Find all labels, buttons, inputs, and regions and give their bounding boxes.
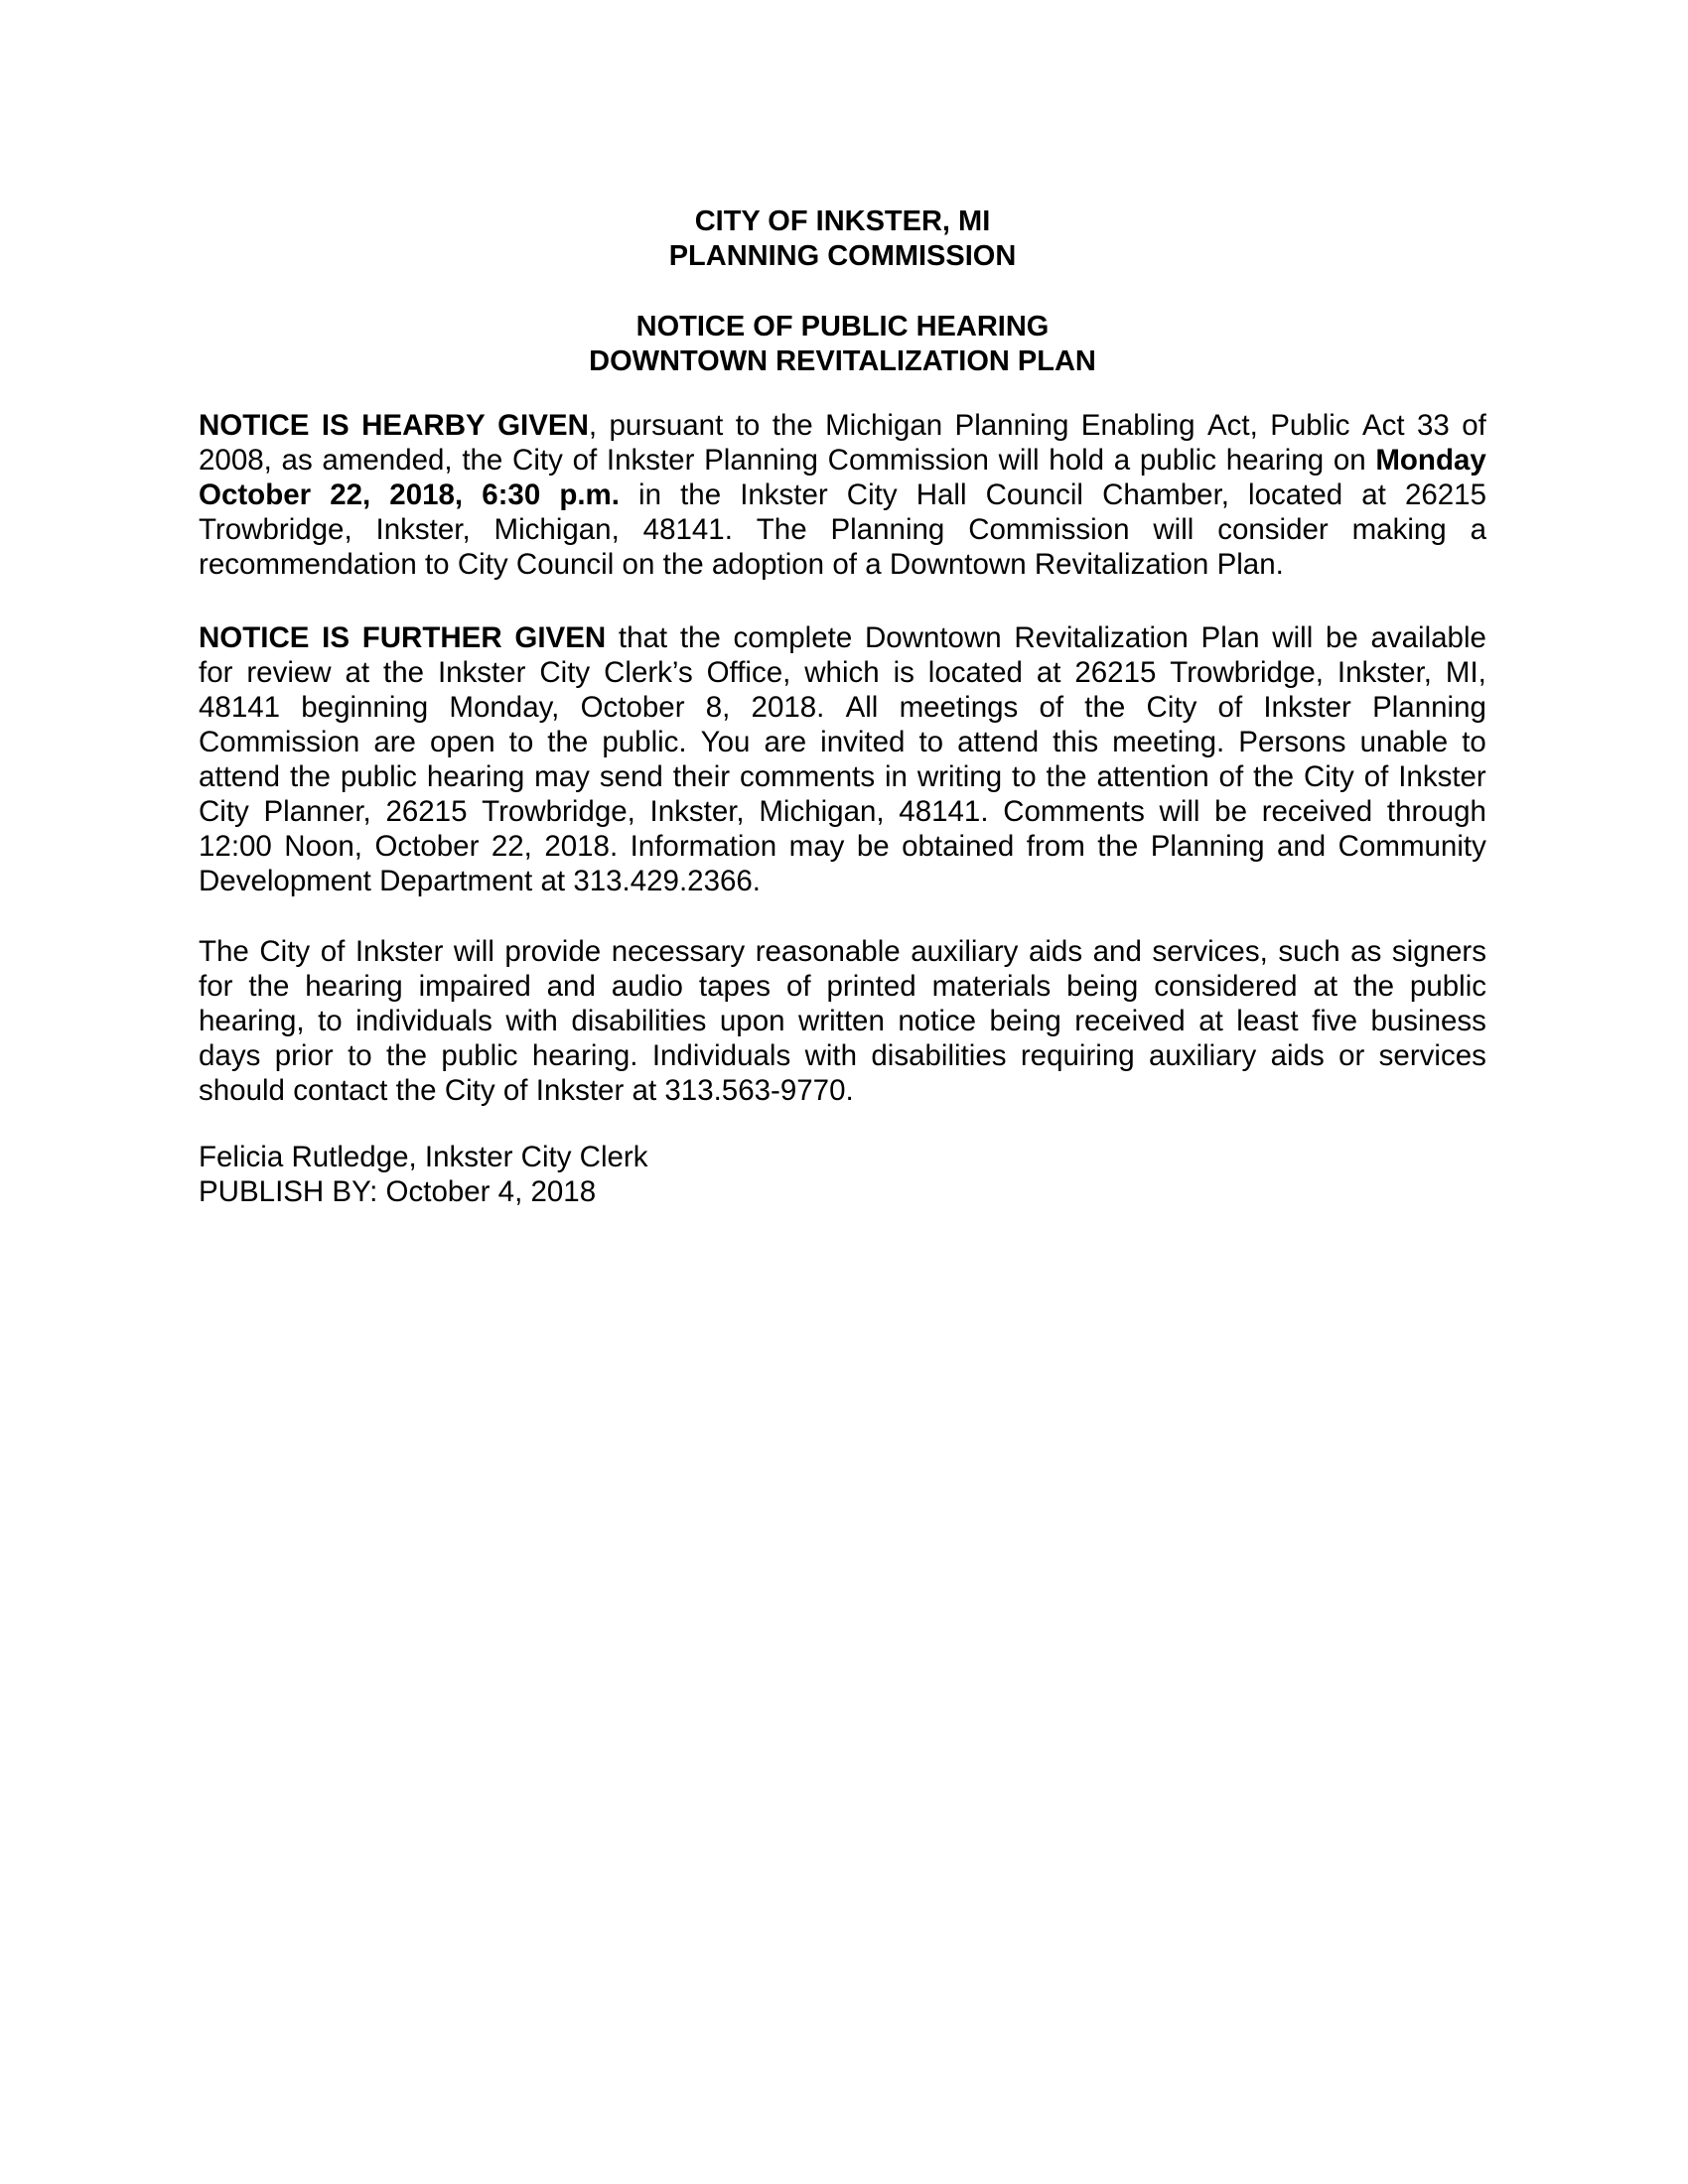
word: City: [846, 478, 898, 511]
word: attention: [1096, 760, 1209, 793]
word: making: [1351, 513, 1447, 546]
word: the: [248, 970, 290, 1003]
word: the: [680, 478, 722, 511]
word: may: [534, 760, 590, 793]
word: of: [320, 935, 346, 968]
word: at: [1313, 970, 1338, 1003]
word: Planning: [954, 409, 1069, 442]
word: hearing: [305, 970, 403, 1003]
word: of: [832, 548, 857, 581]
word: for: [199, 970, 233, 1003]
word: the: [1084, 691, 1126, 724]
word: 12:00: [199, 830, 272, 863]
word: City: [512, 444, 563, 477]
word: writing: [916, 760, 1003, 793]
word: 33: [1416, 409, 1450, 442]
word: Michigan,: [759, 795, 885, 828]
word: reasonable: [755, 935, 901, 968]
publish-date: PUBLISH BY: October 4, 2018: [199, 1175, 597, 1208]
word: will: [998, 444, 1040, 477]
paragraph-line: [199, 655, 1486, 690]
paragraph-further-notice: [199, 620, 1486, 898]
word: tapes: [698, 970, 772, 1003]
word: invited: [820, 726, 906, 758]
word: notice: [898, 1005, 977, 1037]
word: received: [1074, 1005, 1186, 1037]
word: written: [797, 1005, 885, 1037]
city-name-heading: CITY OF INKSTER, MI: [694, 205, 991, 237]
word: Monday: [1375, 444, 1486, 477]
word: 8,: [705, 691, 731, 724]
word: to: [348, 1039, 372, 1072]
word: 26215: [1074, 656, 1157, 689]
word: Act: [1361, 409, 1405, 442]
word: GIVEN,: [497, 409, 598, 442]
word: unable: [1359, 726, 1449, 758]
word: prior: [274, 1039, 334, 1072]
word: October: [199, 478, 312, 511]
word: 2008,: [199, 444, 272, 477]
word: a: [1470, 513, 1486, 546]
word: City: [199, 795, 249, 828]
word: Council: [515, 548, 615, 581]
paragraph-line: [199, 969, 1486, 1004]
commission-heading: PLANNING COMMISSION: [668, 240, 1017, 272]
word: Information: [630, 830, 777, 863]
word: and: [1092, 935, 1142, 968]
word: Planning: [1150, 830, 1265, 863]
word: the: [462, 444, 503, 477]
paragraph-line: [199, 1004, 1486, 1038]
word: the: [547, 726, 589, 758]
word: Revitalization: [1034, 548, 1209, 581]
word: Monday,: [449, 691, 560, 724]
word: 26215: [385, 795, 468, 828]
word: provide: [504, 935, 602, 968]
word: the: [1097, 830, 1139, 863]
word: public: [441, 1039, 518, 1072]
word: recommendation: [199, 548, 417, 581]
word: may: [788, 830, 845, 863]
word: October: [374, 830, 480, 863]
word: Council: [985, 478, 1083, 511]
paragraph-line: [199, 547, 1486, 582]
word: the: [679, 621, 721, 654]
word: and: [546, 970, 596, 1003]
paragraph-hearing-notice: [199, 408, 1486, 582]
word: Trowbridge,: [199, 513, 352, 546]
word: being: [989, 1005, 1061, 1037]
word: Inkster: [606, 444, 695, 477]
word: will: [453, 935, 494, 968]
word: Planning: [1372, 691, 1486, 724]
word: The: [756, 513, 807, 546]
word: on: [1333, 444, 1366, 477]
word: aids: [1028, 935, 1083, 968]
word: Commission: [968, 513, 1130, 546]
word: Persons: [1238, 726, 1346, 758]
word: the: [662, 548, 704, 581]
word: are: [373, 726, 416, 758]
word: as: [1350, 935, 1382, 968]
word: GIVEN: [514, 621, 607, 654]
word: to: [1462, 726, 1486, 758]
word: a: [865, 548, 882, 581]
word: business: [1370, 1005, 1486, 1037]
word: such: [1278, 935, 1340, 968]
word: of: [502, 1074, 528, 1107]
word: the: [386, 1039, 428, 1072]
word: for: [199, 656, 233, 689]
word: City: [1303, 760, 1354, 793]
word: aids: [1270, 1039, 1325, 1072]
paragraph-line: [199, 934, 1486, 969]
word: hearing: [1225, 444, 1325, 477]
word: services: [1378, 1039, 1486, 1072]
word: Revitalization: [1014, 621, 1189, 654]
word: Community: [1337, 830, 1486, 863]
word: to: [424, 548, 450, 581]
word: 26215: [1404, 478, 1486, 511]
word: available: [1370, 621, 1486, 654]
paragraph-accessibility-notice: [199, 934, 1486, 1108]
word: Michigan,: [493, 513, 620, 546]
word: the: [383, 656, 425, 689]
word: or: [1338, 1039, 1365, 1072]
word: at: [1361, 478, 1386, 511]
word: You: [700, 726, 751, 758]
word: Michigan: [825, 409, 943, 442]
word: disabilities: [871, 1039, 1007, 1072]
word: 22,: [330, 478, 371, 511]
word: at: [1036, 656, 1061, 689]
word: open: [429, 726, 495, 758]
word: HEARBY: [361, 409, 486, 442]
word: Enabling: [1080, 409, 1196, 442]
word: 48141.: [899, 795, 989, 828]
word: that: [618, 621, 668, 654]
word: Inkster: [1263, 691, 1351, 724]
word: are: [764, 726, 807, 758]
word: which: [804, 656, 880, 689]
word: materials: [931, 970, 1052, 1003]
word: public: [1409, 970, 1486, 1003]
word: of: [572, 444, 598, 477]
word: All: [845, 691, 879, 724]
word: as: [281, 444, 313, 477]
word: 313.563-9770.: [664, 1074, 854, 1107]
document-header: [199, 205, 1486, 274]
word: 313.429.2366.: [573, 865, 761, 897]
word: located: [927, 656, 1023, 689]
word: at: [345, 656, 370, 689]
word: Noon,: [284, 830, 363, 863]
word: auxiliary: [1149, 1039, 1257, 1072]
word: attend: [199, 760, 281, 793]
word: of: [785, 970, 811, 1003]
word: audio: [611, 970, 683, 1003]
word: days: [199, 1039, 261, 1072]
word: send: [599, 760, 663, 793]
word: Inkster,: [1336, 656, 1432, 689]
word: meetings: [899, 691, 1019, 724]
word: located: [1248, 478, 1343, 511]
word: will: [1159, 795, 1200, 828]
word: will: [1153, 513, 1195, 546]
word: least: [1236, 1005, 1299, 1037]
word: City: [539, 656, 591, 689]
word: upon: [719, 1005, 785, 1037]
word: be: [856, 830, 890, 863]
word: beginning: [301, 691, 429, 724]
paragraph-line: [199, 864, 1486, 898]
word: their: [672, 760, 731, 793]
paragraph-line: [199, 408, 1486, 443]
word: individuals: [355, 1005, 492, 1037]
word: to: [318, 1005, 343, 1037]
word: NOTICE: [199, 621, 310, 654]
paragraph-line: [199, 620, 1486, 655]
paragraph-line: [199, 1073, 1486, 1108]
word: Hall: [915, 478, 967, 511]
word: the: [1253, 760, 1295, 793]
word: Downtown: [864, 621, 1002, 654]
word: with: [804, 1039, 858, 1072]
paragraph-line: [199, 829, 1486, 864]
word: adoption: [711, 548, 825, 581]
word: at: [632, 1074, 657, 1107]
word: to: [508, 726, 534, 758]
word: of: [1363, 760, 1389, 793]
word: impaired: [418, 970, 531, 1003]
paragraph-line: [199, 1038, 1486, 1073]
word: comments: [740, 760, 876, 793]
word: Planning: [704, 444, 818, 477]
word: Inkster: [437, 656, 526, 689]
word: Inkster,: [649, 795, 745, 828]
word: considered: [1154, 970, 1298, 1003]
word: received: [1261, 795, 1373, 828]
paragraph-line: [199, 725, 1486, 759]
word: review: [246, 656, 332, 689]
word: 2018.: [751, 691, 825, 724]
word: City: [444, 1074, 495, 1107]
word: to: [918, 726, 944, 758]
signature-block: [199, 1140, 1486, 1209]
word: Department: [379, 865, 533, 897]
word: hold: [1049, 444, 1105, 477]
word: five: [1312, 1005, 1357, 1037]
word: signers: [1391, 935, 1486, 968]
word: in: [884, 760, 908, 793]
word: amended,: [322, 444, 453, 477]
word: p.m.: [559, 478, 620, 511]
word: services,: [1152, 935, 1268, 968]
word: from: [1026, 830, 1085, 863]
word: will: [1272, 621, 1314, 654]
word: meeting.: [1112, 726, 1225, 758]
paragraph-line: [199, 759, 1486, 794]
word: Chamber,: [1102, 478, 1229, 511]
word: IS: [322, 621, 351, 654]
word: Inkster,: [375, 513, 471, 546]
word: Trowbridge,: [482, 795, 635, 828]
paragraph-line: [199, 690, 1486, 725]
word: requiring: [1020, 1039, 1135, 1072]
word: hearing,: [199, 1005, 305, 1037]
paragraph-line: [199, 443, 1486, 478]
paragraph-line: [199, 794, 1486, 829]
word: disabilities: [571, 1005, 707, 1037]
word: City: [259, 935, 311, 968]
word: be: [1325, 621, 1358, 654]
word: this: [1053, 726, 1099, 758]
word: be: [1214, 795, 1247, 828]
word: the: [395, 1074, 437, 1107]
word: the: [1353, 970, 1395, 1003]
word: 6:30: [482, 478, 541, 511]
word: of: [1218, 760, 1244, 793]
word: Trowbridge,: [1170, 656, 1324, 689]
word: public: [1139, 444, 1216, 477]
word: Public: [1270, 409, 1350, 442]
word: NOTICE: [199, 409, 310, 442]
word: Act,: [1206, 409, 1258, 442]
word: necessary: [611, 935, 746, 968]
word: on: [622, 548, 655, 581]
word: City: [1146, 691, 1197, 724]
word: hearing.: [531, 1039, 638, 1072]
word: through: [1386, 795, 1486, 828]
word: complete: [733, 621, 853, 654]
word: IS: [321, 409, 350, 442]
word: FURTHER: [361, 621, 502, 654]
paragraph-line: [199, 512, 1486, 547]
word: of: [1462, 409, 1486, 442]
word: Inkster: [1398, 760, 1486, 793]
word: of: [1039, 691, 1064, 724]
word: the: [289, 760, 331, 793]
word: Inkster: [354, 935, 444, 968]
word: 2018.: [544, 830, 619, 863]
word: and: [1276, 830, 1327, 863]
word: Plan.: [1216, 548, 1284, 581]
word: 48141: [199, 691, 281, 724]
word: a: [1113, 444, 1131, 477]
word: Planning: [830, 513, 945, 546]
word: is: [893, 656, 914, 689]
word: being: [1066, 970, 1139, 1003]
word: in: [638, 478, 662, 511]
word: pursuant: [609, 409, 724, 442]
word: at: [540, 865, 566, 897]
word: MI,: [1445, 656, 1486, 689]
word: Clerk’s: [604, 656, 693, 689]
notice-title-block: [199, 310, 1486, 379]
word: auxiliary: [911, 935, 1019, 968]
word: contact: [293, 1074, 388, 1107]
word: Planner,: [263, 795, 371, 828]
clerk-signature: Felicia Rutledge, Inkster City Clerk: [199, 1141, 648, 1173]
word: Commission: [199, 726, 360, 758]
word: 22,: [491, 830, 532, 863]
word: City: [457, 548, 508, 581]
notice-title: NOTICE OF PUBLIC HEARING: [635, 311, 1050, 342]
word: should: [199, 1074, 285, 1107]
word: Development: [199, 865, 371, 897]
word: Inkster: [740, 478, 828, 511]
word: Inkster: [535, 1074, 625, 1107]
paragraph-line: [199, 478, 1486, 512]
word: October: [580, 691, 685, 724]
word: Plan: [1200, 621, 1260, 654]
word: public: [340, 760, 417, 793]
plan-title: DOWNTOWN REVITALIZATION PLAN: [589, 345, 1096, 377]
word: printed: [826, 970, 916, 1003]
word: Downtown: [889, 548, 1027, 581]
word: to: [1012, 760, 1037, 793]
word: Office,: [706, 656, 791, 689]
word: the: [772, 409, 813, 442]
word: Individuals: [651, 1039, 791, 1072]
word: of: [1217, 691, 1243, 724]
word: public.: [602, 726, 687, 758]
word: The: [199, 935, 249, 968]
word: hearing: [426, 760, 525, 793]
word: 48141.: [642, 513, 733, 546]
word: with: [505, 1005, 558, 1037]
word: Commission: [827, 444, 989, 477]
word: consider: [1217, 513, 1329, 546]
word: 2018,: [389, 478, 464, 511]
word: Comments: [1003, 795, 1145, 828]
word: obtained: [902, 830, 1015, 863]
word: attend: [957, 726, 1040, 758]
word: to: [735, 409, 761, 442]
word: the: [1046, 760, 1087, 793]
word: at: [1198, 1005, 1223, 1037]
